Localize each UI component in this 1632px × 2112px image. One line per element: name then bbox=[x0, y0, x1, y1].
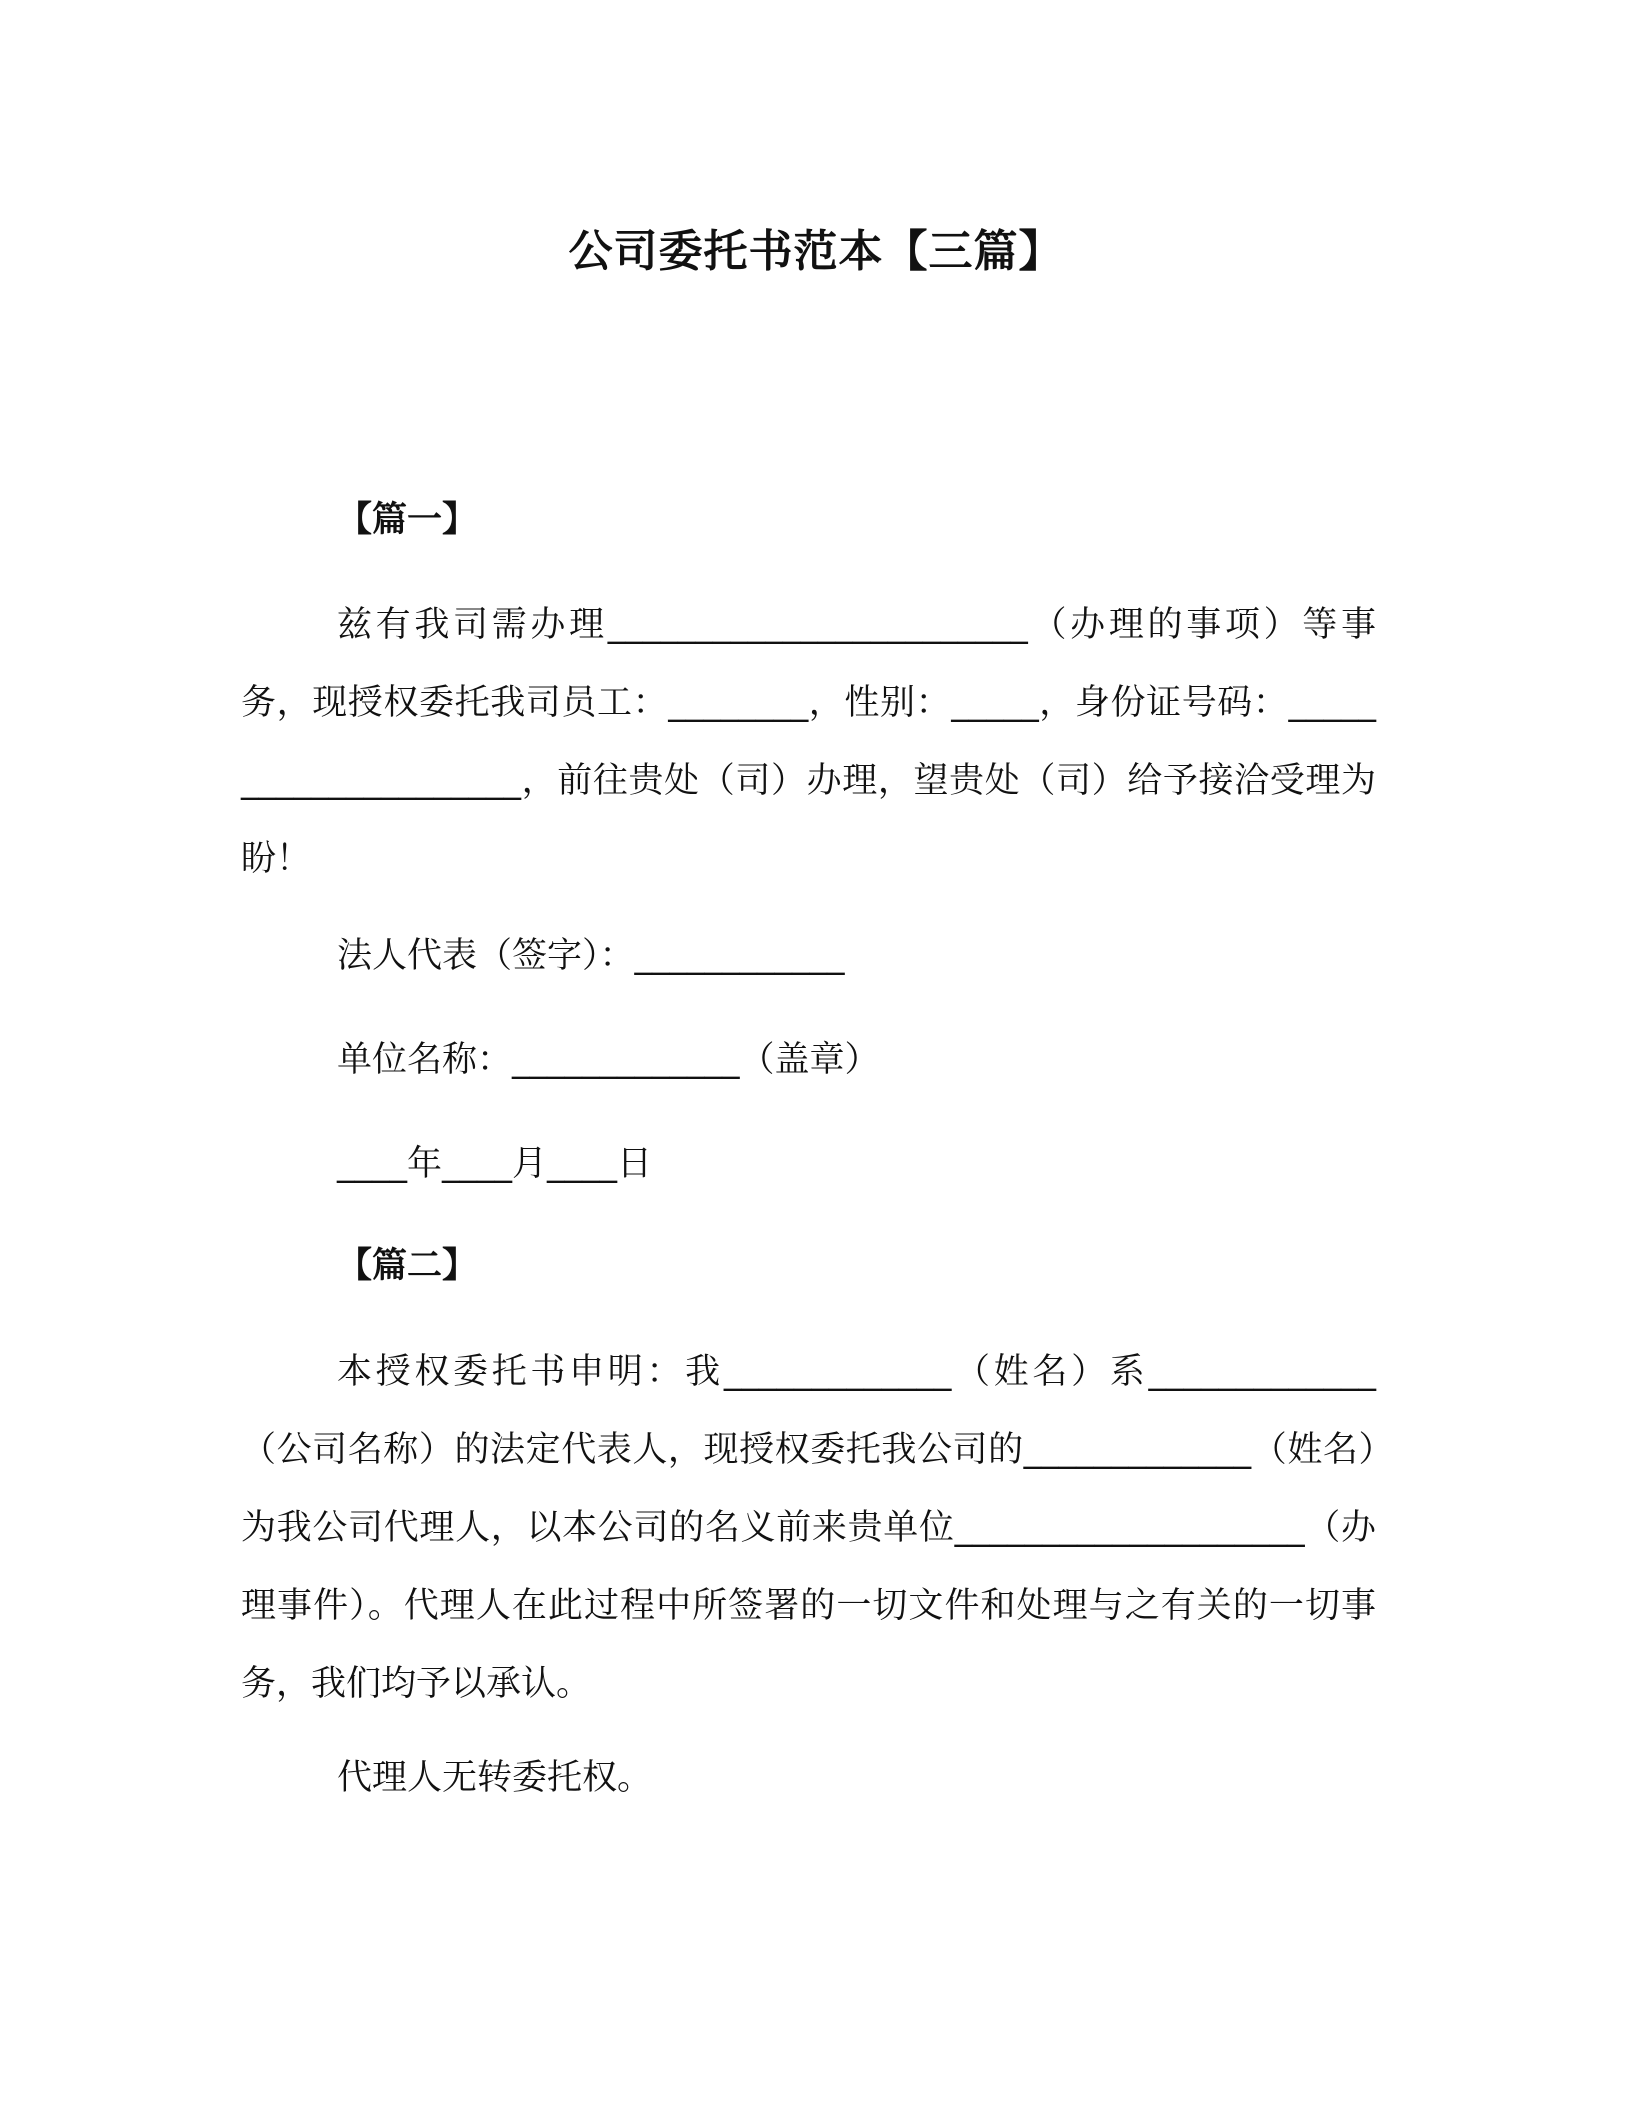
section-2-note-block bbox=[241, 1748, 1376, 1808]
date-line: ____年____月____日 bbox=[337, 1144, 653, 1184]
section-1-heading: 【篇一】 bbox=[337, 500, 478, 540]
unit-name-line: 单位名称：_____________（盖章） bbox=[337, 1040, 880, 1080]
section-2-body-block bbox=[241, 1333, 1376, 1723]
section-1-body: 兹有我司需办理________________________（办理的事项）等事务，现授权委托我司员工：________，性别：_____，身份证号码：_____________________，前往贵处（司）办理，望贵处（司）给予接洽受理为盼！ bbox=[241, 605, 1376, 879]
section-2 bbox=[241, 1236, 1376, 1296]
unit-block bbox=[241, 1030, 1376, 1090]
section-1 bbox=[241, 490, 1376, 550]
legal-representative-signature-line: 法人代表（签字）：____________ bbox=[337, 936, 845, 976]
section-2-note: 代理人无转委托权。 bbox=[337, 1758, 653, 1798]
signature-block bbox=[241, 926, 1376, 986]
document-title: 公司委托书范本【三篇】 bbox=[568, 226, 1064, 277]
date-block bbox=[241, 1134, 1376, 1194]
section-1-body-block bbox=[241, 586, 1376, 898]
section-2-body: 本授权委托书申明：我_____________（姓名）系_____________（公司名称）的法定代表人，现授权委托我公司的_____________（姓名）为我公司代理人，以本公司的名义前来贵单位____________________（办理事件）。代理人在此过程中所签署的一切文件和处理与之有关的一切事务，我们均予以承认。 bbox=[241, 1352, 1376, 1704]
section-2-heading: 【篇二】 bbox=[337, 1246, 478, 1286]
